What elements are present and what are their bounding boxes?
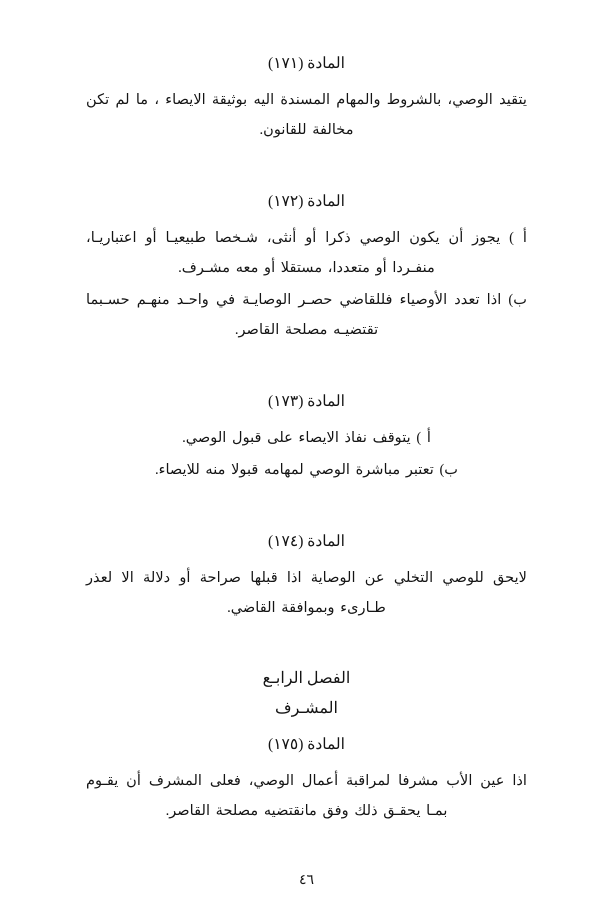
chapter-heading-block bbox=[86, 664, 527, 725]
article-173 bbox=[86, 390, 527, 486]
article-paragraph: أ ) يتوقف نفاذ الايصاء على قبول الوصي. bbox=[182, 430, 431, 447]
article-heading: المادة (١٧١) bbox=[268, 55, 345, 72]
article-paragraph: ب) تعتبر مباشرة الوصي لمهامه قبولا منه للايصاء. bbox=[154, 462, 459, 479]
article-paragraph: ب) اذا تعدد الأوصياء فللقاضي حصـر الوصايـة في واحـد منهـم حسـبما تقتضيـه مصلحة القاصر. bbox=[86, 292, 527, 339]
chapter-subtitle: المشـرف bbox=[275, 700, 338, 718]
article-175 bbox=[86, 733, 527, 827]
article-172 bbox=[86, 190, 527, 346]
spacer bbox=[86, 172, 527, 190]
spacer bbox=[86, 512, 527, 530]
chapter-title: الفصل الرابـع bbox=[262, 670, 351, 688]
article-174 bbox=[86, 530, 527, 624]
page-number: ٤٦ bbox=[298, 873, 315, 888]
article-heading: المادة (١٧٤) bbox=[268, 533, 345, 550]
article-heading: المادة (١٧٢) bbox=[268, 193, 345, 211]
article-heading: المادة (١٧٣) bbox=[268, 392, 345, 410]
article-171 bbox=[86, 52, 527, 146]
article-paragraph: أ ) يجوز أن يكون الوصي ذكرا أو أنثى، شـخصا طبيعيـا أو اعتباريـا، منفـردا أو متعددا، مستقلا أو معه مشـرف. bbox=[86, 230, 527, 277]
spacer bbox=[86, 372, 527, 390]
article-heading: المادة (١٧٥) bbox=[268, 735, 345, 753]
article-paragraph: يتقيد الوصي، بالشروط والمهام المسندة اليه بوثيقة الايصاء ، ما لم تكن مخالفة للقانون. bbox=[86, 92, 527, 139]
article-paragraph: لايحق للوصي التخلي عن الوصاية اذا قبلها صراحة أو دلالة الا لعذر طـارىء وبموافقة القاضي. bbox=[86, 570, 527, 617]
article-paragraph: اذا عين الأب مشرفا لمراقبة أعمال الوصي، فعلى المشرف أن يقـوم بمـا يحقـق ذلك وفق مانقتضيه مصلحة القاصر. bbox=[86, 773, 527, 819]
